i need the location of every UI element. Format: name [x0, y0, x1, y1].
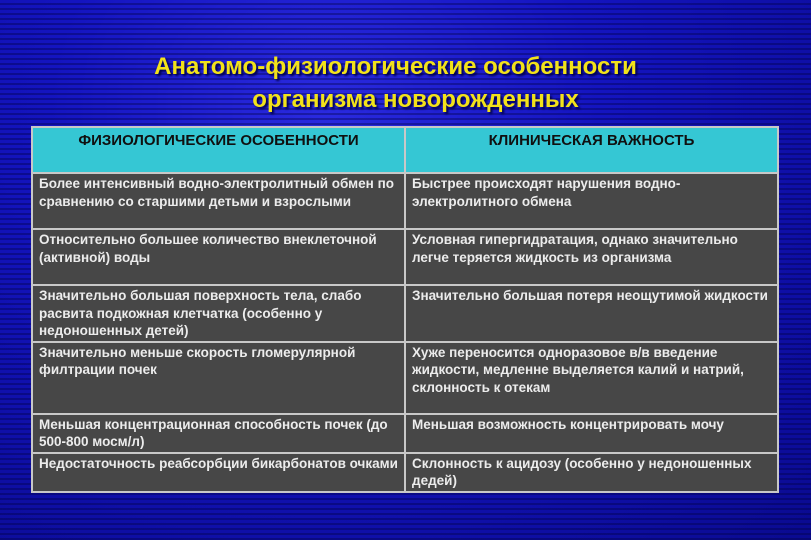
slide-title-line-2: организма новорожденных	[252, 86, 579, 113]
cell-importance: Значительно большая потеря неощутимой жидкости	[405, 285, 778, 342]
slide-title-line-1: Анатомо-физиологические особенности	[154, 53, 637, 80]
cell-feature: Значительно меньше скорость гломерулярной филтрации почек	[32, 342, 405, 414]
cell-importance: Хуже переносится одноразовое в/в введение жидкости, медленне выделяется калий и натрий, склонность к отекам	[405, 342, 778, 414]
cell-feature: Значительно большая поверхность тела, слабо расвита подкожная клетчатка (особенно у недоношенных детей)	[32, 285, 405, 342]
cell-feature: Меньшая концентрационная способность почек (до 500-800 мосм/л)	[32, 414, 405, 453]
cell-importance: Быстрее происходят нарушения водно-электролитного обмена	[405, 173, 778, 229]
slide-title	[0, 50, 811, 116]
table-header-row	[32, 127, 778, 173]
table-row	[32, 173, 778, 229]
header-clinical-importance: КЛИНИЧЕСКАЯ ВАЖНОСТЬ	[405, 127, 778, 173]
table-row	[32, 285, 778, 342]
cell-importance: Условная гипергидратация, однако значительно легче теряется жидкость из организма	[405, 229, 778, 285]
table-row	[32, 453, 778, 492]
cell-feature: Более интенсивный водно-электролитный обмен по сравнению со старшими детьми и взрослыми	[32, 173, 405, 229]
cell-importance: Меньшая возможность концентрировать мочу	[405, 414, 778, 453]
header-physiological-features: ФИЗИОЛОГИЧЕСКИЕ ОСОБЕННОСТИ	[32, 127, 405, 173]
cell-importance: Склонность к ацидозу (особенно у недоношенных дедей)	[405, 453, 778, 492]
table-row	[32, 414, 778, 453]
table-row	[32, 229, 778, 285]
cell-feature: Недостаточность реабсорбции бикарбонатов очками	[32, 453, 405, 492]
features-table	[31, 126, 779, 493]
table-row	[32, 342, 778, 414]
cell-feature: Относительно большее количество внеклеточной (активной) воды	[32, 229, 405, 285]
